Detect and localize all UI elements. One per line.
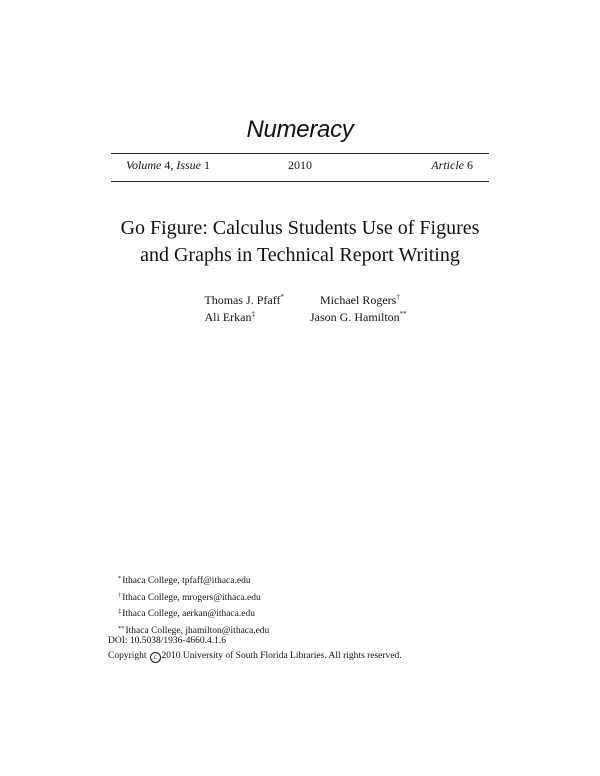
- author-4: [310, 307, 407, 324]
- footnote-mark: ‡: [118, 608, 122, 615]
- author-name: Ali Erkan: [204, 310, 252, 324]
- author-mark: ‡: [251, 310, 255, 318]
- affiliation-text: Ithaca College, tpfaff@ithaca.edu: [122, 576, 251, 586]
- affiliation-note: [118, 589, 269, 606]
- header-rule-bottom: [111, 181, 489, 182]
- paper-title: [0, 215, 600, 269]
- title-line-2: and Graphs in Technical Report Writing: [140, 244, 460, 266]
- article-value: 6: [467, 158, 473, 172]
- affiliation-text: Ithaca College, jhamilton@ithaca.edu: [125, 625, 270, 636]
- copyright-label: Copyright: [108, 651, 147, 661]
- author-name: Michael Rogers: [320, 293, 397, 307]
- copyright-text: 2010 University of South Florida Libraries. All rights reserved.: [161, 651, 402, 661]
- footnote-mark: **: [118, 624, 125, 632]
- publication-year: 2010: [288, 158, 312, 172]
- author-name: Thomas J. Pfaff: [204, 293, 281, 307]
- affiliation-text: Ithaca College, mrogers@ithaca.edu: [122, 592, 261, 603]
- header-rule-top: [111, 153, 489, 154]
- author-1: [204, 290, 284, 307]
- author-3: [205, 307, 256, 324]
- doi: DOI: 10.5038/1936-4660.4.1.6: [108, 636, 226, 646]
- affiliation-text: Ithaca College, aerkan@ithaca.edu: [122, 609, 255, 619]
- footnote-mark: *: [118, 575, 122, 582]
- issue-label: Issue: [176, 158, 201, 172]
- title-line-1: Go Figure: Calculus Students Use of Figures: [120, 217, 480, 239]
- volume-issue: Volume 4, Issue 1: [126, 158, 210, 172]
- affiliation-note: [118, 605, 269, 622]
- journal-name: Numeracy: [246, 116, 354, 143]
- copyright-notice: [108, 650, 402, 663]
- author-2: [320, 290, 400, 307]
- volume-label: Volume: [126, 158, 162, 172]
- footnote-mark: †: [118, 591, 122, 599]
- copyright-icon: c: [150, 652, 161, 663]
- volume-number: 4: [164, 158, 171, 172]
- author-mark: **: [399, 310, 407, 318]
- author-mark: †: [396, 293, 400, 301]
- article-number: [431, 158, 473, 172]
- author-name: Jason G. Hamilton: [310, 310, 400, 324]
- affiliation-note: [118, 572, 269, 589]
- affiliation-notes: [118, 572, 269, 638]
- article-label: Article: [431, 158, 464, 172]
- author-mark: *: [280, 293, 284, 301]
- issue-number: 1: [204, 158, 210, 172]
